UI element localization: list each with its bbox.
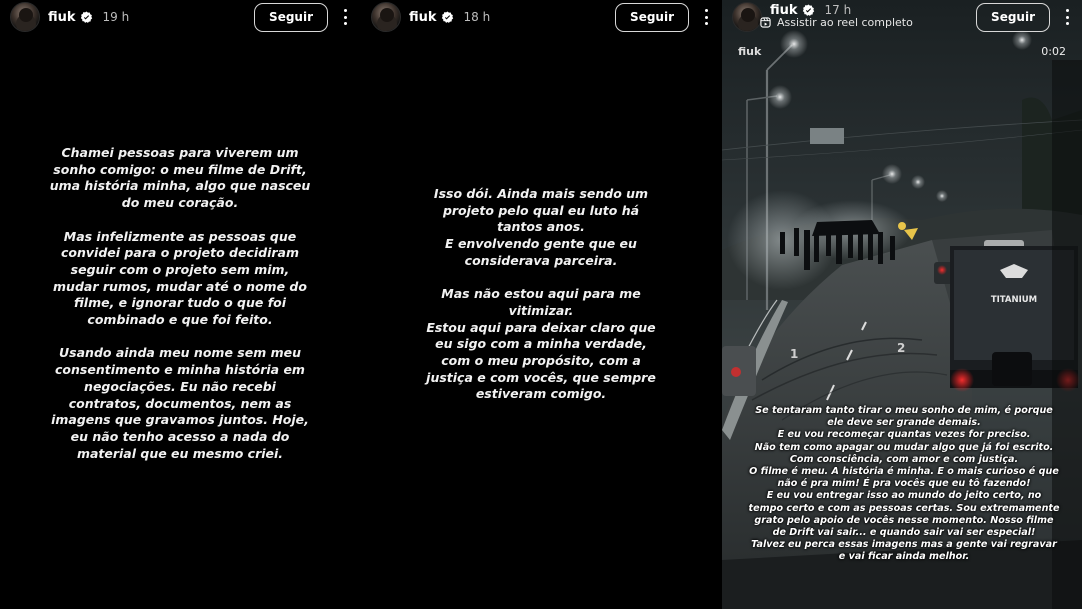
follow-button[interactable]: Seguir — [976, 3, 1050, 32]
svg-text:1: 1 — [790, 347, 799, 361]
truck-brand-label: TITANIUM — [990, 295, 1038, 305]
story-panel-2[interactable] — [361, 0, 721, 609]
caption-line: de Drift vai sair... e quando sair vai ser especial! — [772, 527, 1036, 539]
avatar[interactable] — [371, 2, 401, 32]
caption-line: e vai ficar ainda melhor. — [838, 551, 970, 563]
story-header — [361, 0, 721, 34]
reel-username: fiuk — [738, 45, 762, 58]
paragraph-2: Mas não estou aqui para me vitimizar. Estou aqui para deixar claro que eu sigo com a minha verdade, com o meu propósito, com a justiça e com vocês, que sempre estiveram comigo. — [426, 286, 656, 402]
caption-line: O filme é meu. A história é minha. E o mais curioso é que — [749, 466, 1059, 478]
more-options-icon[interactable] — [338, 7, 352, 27]
follow-button[interactable]: Seguir — [254, 3, 328, 32]
caption-line: E eu vou entregar isso ao mundo do jeito certo, no — [766, 490, 1042, 502]
caption-line: E eu vou recomeçar quantas vezes for preciso. — [777, 429, 1031, 441]
avatar[interactable] — [732, 2, 762, 32]
story-header — [0, 0, 360, 34]
reel-icon — [760, 17, 771, 28]
verified-icon — [441, 11, 454, 24]
post-time: 17 h — [824, 3, 852, 17]
paragraph-3: Usando ainda meu nome sem meu consentimento e minha história em negociações. Eu não recebi contratos, documentos, nem as imagens que gravamos juntos. Hoje, eu não tenho acesso a nada do material que eu mesmo criei. — [51, 345, 309, 461]
more-options-icon[interactable] — [1060, 7, 1074, 27]
reel-timestamp: 0:02 — [1041, 45, 1066, 58]
caption-line: não é pra mim! É pra vocês que eu tô fazendo! — [777, 478, 1031, 490]
caption-line: grato pelo apoio de vocês nesse momento. Nosso filme — [754, 514, 1054, 526]
username[interactable]: fiuk — [770, 2, 798, 18]
avatar[interactable] — [10, 2, 40, 32]
caption-line: Talvez eu perca essas imagens mas a gente vai regravar — [751, 539, 1057, 551]
paragraph-1: Isso dói. Ainda mais sendo um projeto pelo qual eu luto há tantos anos. E envolvendo gente que eu considerava parceira. — [433, 186, 649, 268]
verified-icon — [80, 11, 93, 24]
story-text — [361, 186, 721, 403]
watch-full-reel-label: Assistir ao reel completo — [777, 16, 913, 29]
reel-caption — [730, 405, 1078, 564]
username[interactable]: fiuk — [48, 9, 76, 25]
username[interactable]: fiuk — [409, 9, 437, 25]
more-options-icon[interactable] — [699, 7, 713, 27]
paragraph-1: Chamei pessoas para viverem um sonho comigo: o meu filme de Drift, uma história minha, algo que nasceu do meu coração. — [49, 145, 311, 211]
caption-line: Se tentaram tanto tirar o meu sonho de mim, é porque — [755, 405, 1053, 416]
paragraph-2: Mas infelizmente as pessoas que convidei para o projeto decidiram seguir com o projeto sem mim, mudar rumos, mudar até o nome do filme, e ignorar tudo o que foi combinado e que foi feito. — [53, 228, 307, 328]
caption-line: Com consciência, com amor e com justiça. — [789, 453, 1019, 465]
follow-button[interactable]: Seguir — [615, 3, 689, 32]
verified-icon — [802, 4, 815, 17]
post-time: 19 h — [102, 10, 130, 24]
caption-line: tempo certo e com as pessoas certas. Sou extremamente — [748, 502, 1060, 514]
svg-text:2: 2 — [897, 341, 906, 355]
caption-line: ele deve ser grande demais. — [827, 417, 981, 429]
story-text — [0, 145, 360, 462]
post-time: 18 h — [463, 10, 491, 24]
caption-line: Não tem como apagar ou mudar algo que já foi escrito. — [754, 441, 1054, 453]
story-panel-3[interactable] — [722, 0, 1082, 609]
story-panel-1[interactable] — [0, 0, 360, 609]
watch-full-reel-link[interactable] — [760, 16, 913, 29]
